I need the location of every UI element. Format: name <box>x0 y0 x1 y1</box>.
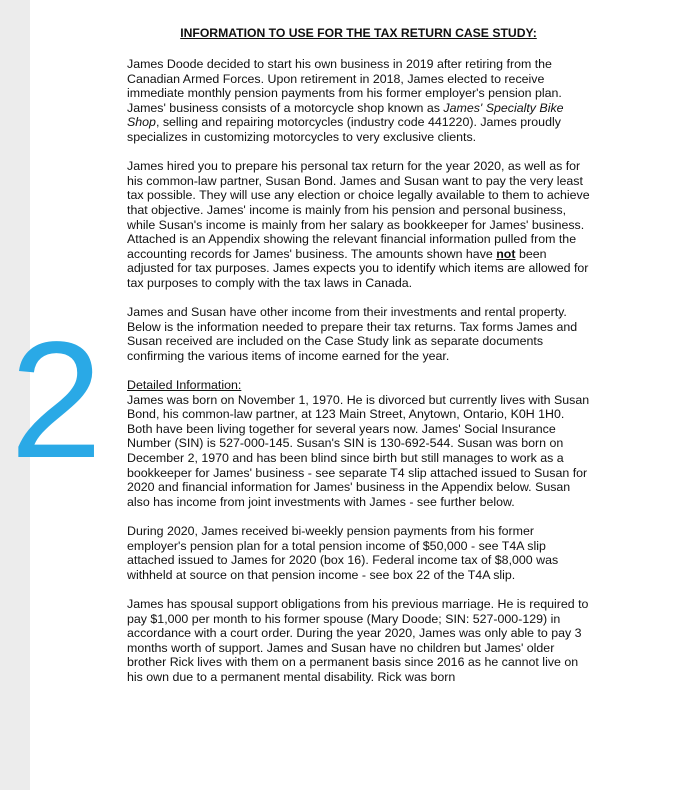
paragraph-text: James Doode decided to start his own business in 2019 after retiring from the Canadian Armed Forces. Upon retirement in 2018, James elected to receive immediate monthly pension payments from his former employer's pension plan. James' business consists of a motorcycle shop known as <box>127 57 562 115</box>
detailed-information-heading: Detailed Information: <box>127 378 242 393</box>
emphasis-not: not <box>496 246 516 261</box>
paragraph-text: been adjusted for tax purposes. James expects you to identify which items are allowed for tax purposes to comply with the tax laws in Canada. <box>127 246 589 290</box>
paragraph-personal-details: James was born on November 1, 1970. He is divorced but currently lives with Susan Bond, his common-law partner, at 123 Main Street, Anytown, Ontario, K0H 1H0. Both have been living together for several years now. James' Social Insurance Number (SIN) is 527-000-145. Susan's SIN is 130-692-544. Susan was born on December 2, 1970 and has been blind since birth but still manages to work as a bookkeeper for James' business - see separate T4 slip attached issued to Susan for 2020 and financial information for James' business in the Appendix below. Susan also has income from joint investments with James - see further below. <box>127 392 590 509</box>
paragraph-engagement <box>127 159 593 290</box>
paragraph-other-income: James and Susan have other income from their investments and rental property. Below is the information needed to prepare their tax returns. Tax forms James and Susan received are included on the Case Study link as separate documents confirming the various items of income earned for the year. <box>127 305 578 363</box>
paragraph-text: James hired you to prepare his personal tax return for the year 2020, as well as for his common-law partner, Susan Bond. James and Susan want to pay the very least tax possible. They will use any election or choice legally available to them to achieve that objective. James' income is mainly from his pension and personal business, while Susan's income is mainly from her salary as bookkeeper for James' business. Attached is an Appendix showing the relevant financial information pulled from the accounting records for James' business. The amounts shown have <box>127 159 590 261</box>
paragraph-business-intro <box>127 57 593 145</box>
shop-name: James' Specialty Bike Shop <box>127 100 564 130</box>
paragraph-pension: During 2020, James received bi-weekly pension payments from his former employer's pension plan for a total pension income of $50,000 - see T4A slip attached issued to James for 2020 (box 16). Federal income tax of $8,000 was withheld at source on that pension income - see box 22 of the T4A slip. <box>127 524 559 582</box>
document-body <box>127 57 593 699</box>
document-title: INFORMATION TO USE FOR THE TAX RETURN CASE STUDY: <box>180 26 537 40</box>
page-number: 2 <box>10 308 103 493</box>
paragraph-spousal-support: James has spousal support obligations from his previous marriage. He is required to pay $1,000 per month to his former spouse (Mary Doode; SIN: 527-000-129) in accordance with a court order. During the year 2020, James was only able to pay 3 months worth of support. James and Susan have no children but James' older brother Rick lives with them on a permanent basis since 2016 as he cannot live on his own due to a permanent mental disability. Rick was born <box>127 596 589 684</box>
paragraph-text: , selling and repairing motorcycles (industry code 441220). James proudly specializes in customizing motorcycles to very exclusive clients. <box>127 115 561 144</box>
